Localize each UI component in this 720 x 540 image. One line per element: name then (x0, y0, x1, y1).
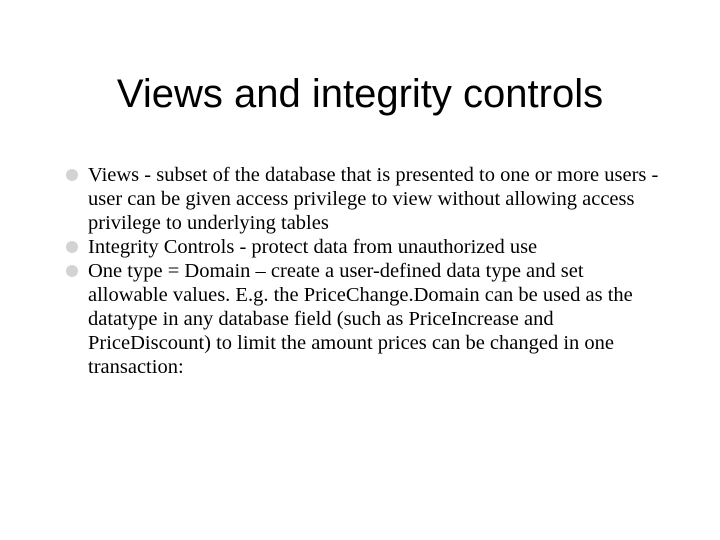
bullet-dot-icon (66, 265, 78, 277)
bullet-text: Integrity Controls - protect data from unauthorized use (88, 236, 538, 258)
bullet-item-views (64, 163, 664, 235)
bullet-text: One type = Domain – create a user-defined data type and set allowable values. E.g. the PriceChange.Domain can be used as the datatype in any database field (such as PriceIncrease and PriceDiscount) to limit the amount prices can be changed in one transaction: (88, 260, 633, 378)
bullet-item-domain (64, 259, 664, 379)
bullet-text: Views - subset of the database that is presented to one or more users -user can be given access privilege to view without allowing access privilege to underlying tables (88, 164, 659, 234)
bullet-dot-icon (66, 169, 78, 181)
bullet-list (64, 163, 664, 379)
bullet-item-integrity-controls (64, 235, 664, 259)
slide-title: Views and integrity controls (116, 72, 604, 116)
bullet-dot-icon (66, 241, 78, 253)
